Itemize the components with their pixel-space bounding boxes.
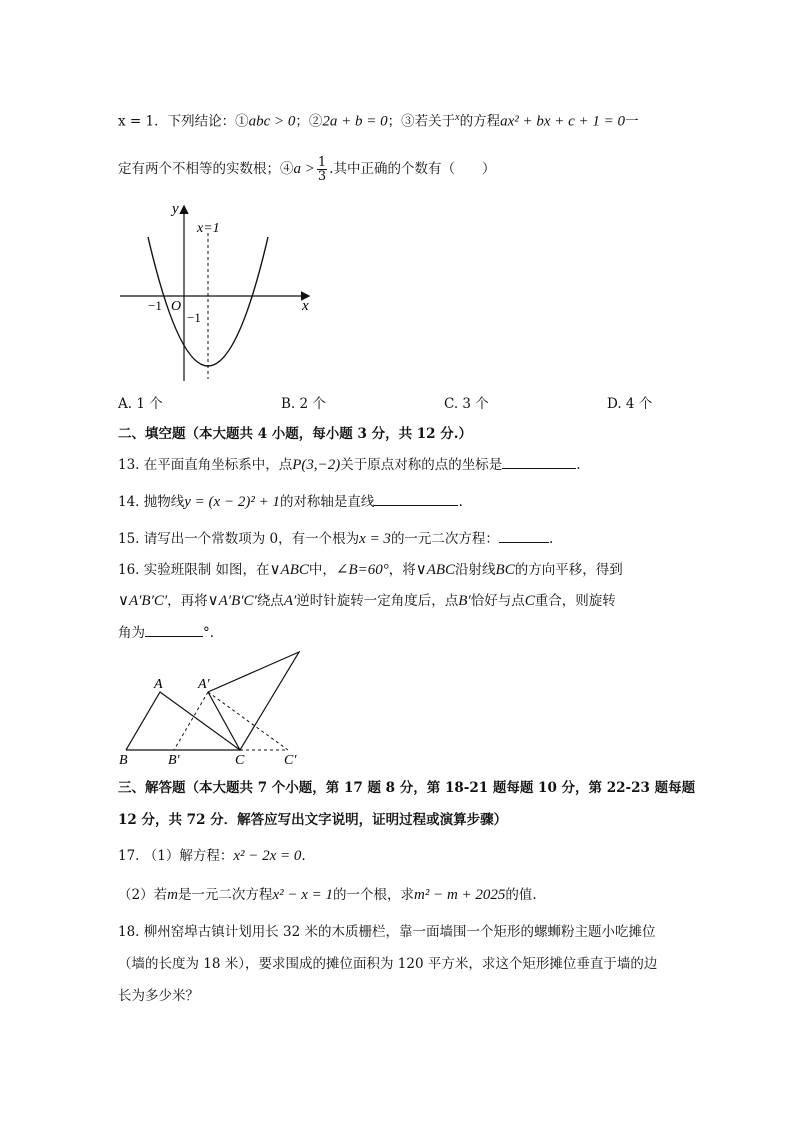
q18-line2: （墙的长度为 18 米），要求围成的摊位面积为 120 平方米，求这个矩形摊位垂直于墙的边 [118, 956, 658, 972]
q16-line2 [118, 591, 616, 611]
q12-conclusion-4: a > [293, 161, 315, 177]
q16-answer-blank[interactable] [145, 622, 203, 637]
q15-pre: 15. 请写出一个常数项为 0，有一个根为 [118, 531, 360, 547]
q16-point-b1: B′ [458, 593, 471, 609]
q12-line2 [118, 156, 495, 183]
q12-xvar: x [455, 112, 460, 123]
q12-sep1: ；② [295, 113, 323, 130]
q16-line2-mid3: 逆时针旋转一定角度后，点 [296, 593, 459, 609]
q17-part2-mid2: 的一个根，求 [333, 887, 414, 903]
q17-part1-expr: x² − 2x = 0 [233, 848, 302, 864]
label-c: C [235, 753, 245, 768]
q17-part2-m: m [167, 887, 178, 903]
q13-answer-blank[interactable] [502, 454, 576, 469]
q15-post: 的一元二次方程： [390, 531, 499, 547]
q17-part1-end: . [301, 848, 306, 864]
q17-part2-mid: 是一元二次方程 [177, 887, 273, 903]
x-axis-label: x [302, 298, 309, 314]
triangle-abc [126, 692, 240, 750]
section3-heading-line2: 12 分，共 72 分．解答应写出文字说明，证明过程或演算步骤） [118, 812, 508, 828]
q12-conclusion-3: ax² + bx + c + 1 = 0 [500, 113, 626, 130]
q16-line3-pre: 角为 [118, 625, 145, 641]
q16-triangle-abc-2: ∨ABC [415, 562, 456, 578]
q17-part2-expr: m² − m + 2025 [414, 887, 506, 903]
q16-point-a1: A′ [283, 593, 297, 609]
q16-line1-post: 的方向平移，得到 [514, 562, 623, 578]
q13 [118, 454, 581, 475]
x-tick-neg1: −1 [148, 298, 162, 313]
y-axis-label: y [172, 201, 179, 217]
section2-heading: 二、填空题（本大题共 4 小题，每小题 3 分，共 12 分.） [118, 426, 472, 442]
q12-line1 [118, 108, 639, 132]
q16-line1-mid2: ，将 [388, 562, 416, 578]
q16-line2-mid: ，再将 [167, 593, 208, 609]
q16-point-c: C [524, 593, 535, 609]
q16-segment-bc: BC [495, 562, 515, 578]
label-a: A [154, 677, 163, 692]
segment-a1c1 [208, 692, 288, 750]
q14-post: 的对称轴是直线 [279, 494, 375, 510]
q16-line2-post: 重合，则旋转 [534, 593, 616, 609]
q18-line3: 长为多少米？ [118, 988, 199, 1004]
q12-option-b: B. 2 个 [281, 396, 326, 412]
q12-sep3: 的方程 [459, 113, 501, 130]
q17-part1 [118, 846, 306, 866]
q12-option-c: C. 3 个 [444, 396, 489, 412]
q13-pre: 13. 在平面直角坐标系中，点 [118, 457, 293, 473]
q16-line1-mid: 中， [308, 562, 336, 578]
q17-part2-pre: （2）若 [118, 887, 168, 903]
q13-point: P(3,−2) [292, 457, 341, 473]
q15-expr: x = 3 [359, 531, 391, 547]
axis-line-label: x=1 [197, 221, 220, 236]
q16-triangle-a1b1c1-2: ∨A′B′C′ [207, 593, 257, 609]
q13-end: . [576, 457, 581, 473]
q14 [118, 491, 463, 512]
section3-heading-line1: 三、解答题（本大题共 7 个小题，第 17 题 8 分，第 18-21 题每题 10 分，第 22-23 题每题 [118, 780, 696, 796]
q15 [118, 528, 553, 549]
rotated-triangle [208, 652, 299, 750]
q12-line2-pre: 定有两个不相等的实数根；④ [118, 161, 294, 177]
q16-line1-pre: 16. 实验班限制 如图，在 [118, 562, 270, 578]
triangle-figure [116, 648, 316, 768]
fraction-numerator: 1 [317, 155, 327, 170]
label-c1: C′ [284, 753, 297, 768]
fraction-denominator: 3 [317, 169, 327, 184]
q12-conclusion-1: abc > 0 [248, 113, 296, 130]
q14-answer-blank[interactable] [374, 491, 458, 506]
q13-post: 关于原点对称的点的坐标是 [340, 457, 503, 473]
q17-part2-eq: x² − x = 1 [272, 887, 333, 903]
q14-expr: y = (x − 2)² + 1 [184, 494, 280, 510]
q12-line1-pre: x = 1．下列结论：① [118, 113, 249, 130]
label-b: B [119, 753, 128, 768]
q15-end: . [548, 531, 554, 547]
q17-part1-pre: 17. （1）解方程： [118, 848, 234, 864]
q12-sep2: ；③若关于 [387, 113, 456, 130]
q17-part2-end: 的值. [505, 887, 537, 903]
q12-tail: 一 [625, 113, 639, 130]
q12-option-d: D. 4 个 [607, 396, 653, 412]
q16-line3-post: °． [203, 625, 224, 641]
q14-pre: 14. 抛物线 [118, 494, 185, 510]
q15-answer-blank[interactable] [499, 528, 549, 543]
q16-angle: ∠B=60° [335, 562, 389, 578]
q16-line3 [118, 622, 223, 643]
segment-a1b1 [174, 692, 208, 750]
q12-conclusion-2: 2a + b = 0 [322, 113, 388, 130]
q16-line2-mid4: 恰好与点 [470, 593, 525, 609]
label-b1: B′ [168, 753, 180, 768]
q18-line1: 18. 柳州窑埠古镇计划用长 32 米的木质栅栏，靠一面墙围一个矩形的螺蛳粉主题小吃摊位 [118, 924, 656, 940]
q12-option-a: A. 1 个 [118, 396, 163, 412]
q16-line1 [118, 560, 623, 580]
y-tick-neg1: −1 [187, 310, 201, 325]
label-a1: A′ [198, 677, 210, 692]
parabola-graph [110, 195, 330, 395]
q12-line2-post: .其中正确的个数有（ ） [329, 161, 496, 177]
q16-line2-mid2: 绕点 [256, 593, 284, 609]
q17-part2 [118, 885, 537, 905]
q16-triangle-abc: ∨ABC [269, 562, 309, 578]
q16-triangle-a1b1c1: ∨A′B′C′ [118, 593, 168, 609]
q16-line1-mid3: 沿射线 [455, 562, 496, 578]
origin-label: O [171, 299, 182, 314]
fraction [317, 156, 327, 183]
q14-end: . [458, 494, 463, 510]
